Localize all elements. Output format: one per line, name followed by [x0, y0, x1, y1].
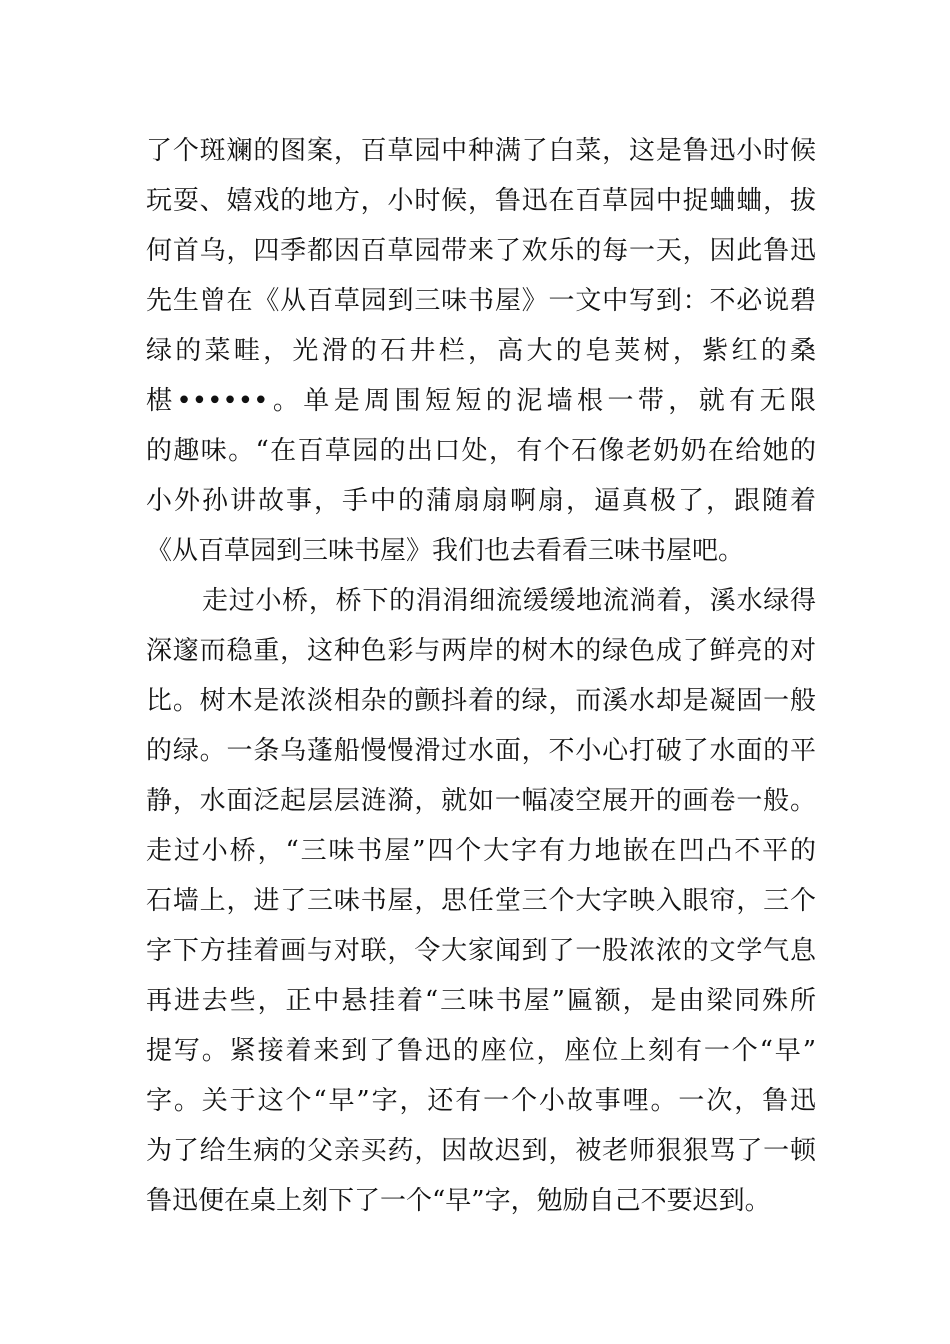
text-line: 椹••••••。单是周围短短的泥墙根一带，就有无限: [146, 386, 816, 416]
text-line: 了个斑斓的图案，百草园中种满了白菜，这是鲁迅小时候: [146, 136, 816, 166]
text-line: 深邃而稳重，这种色彩与两岸的树木的绿色成了鲜亮的对: [146, 636, 816, 666]
text-line: 先生曾在《从百草园到三味书屋》一文中写到：不必说碧: [146, 286, 816, 316]
text-line: 走过小桥，“三味书屋”四个大字有力地嵌在凹凸不平的: [146, 836, 816, 866]
text-line: 的绿。一条乌蓬船慢慢滑过水面，不小心打破了水面的平: [146, 736, 816, 766]
text-line: 为了给生病的父亲买药，因故迟到，被老师狠狠骂了一顿: [146, 1136, 816, 1166]
paragraph-sanwei-shuwu: [146, 576, 816, 1226]
text-line: 《从百草园到三味书屋》我们也去看看三味书屋吧。: [146, 536, 745, 566]
text-line: 何首乌，四季都因百草园带来了欢乐的每一天，因此鲁迅: [146, 236, 816, 266]
text-line: 小外孙讲故事，手中的蒲扇扇啊扇，逼真极了，跟随着: [146, 486, 816, 516]
text-line: 再进去些，正中悬挂着“三味书屋”匾额，是由梁同殊所: [146, 986, 816, 1016]
text-line: 提写。紧接着来到了鲁迅的座位，座位上刻有一个“早”: [146, 1036, 816, 1066]
paragraph-baicaoyuan: [146, 126, 816, 576]
text-line: 的趣味。“在百草园的出口处，有个石像老奶奶在给她的: [146, 436, 816, 466]
text-line: 玩耍、嬉戏的地方，小时候，鲁迅在百草园中捉蛐蛐，拔: [146, 186, 816, 216]
text-line-indented: 走过小桥，桥下的涓涓细流缓缓地流淌着，溪水绿得: [202, 586, 816, 616]
text-line: 字下方挂着画与对联，令大家闻到了一股浓浓的文学气息: [146, 936, 816, 966]
text-line: 字。关于这个“早”字，还有一个小故事哩。一次，鲁迅: [146, 1086, 816, 1116]
text-line: 比。树木是浓淡相杂的颤抖着的绿，而溪水却是凝固一般: [146, 686, 816, 716]
text-line: 石墙上，进了三味书屋，思任堂三个大字映入眼帘，三个: [146, 886, 816, 916]
text-line: 绿的菜畦，光滑的石井栏，高大的皂荚树，紫红的桑: [146, 336, 816, 366]
text-line: 静，水面泛起层层涟漪，就如一幅凌空展开的画卷一般。: [146, 786, 816, 816]
text-line: 鲁迅便在桌上刻下了一个“早”字，勉励自己不要迟到。: [146, 1186, 771, 1216]
